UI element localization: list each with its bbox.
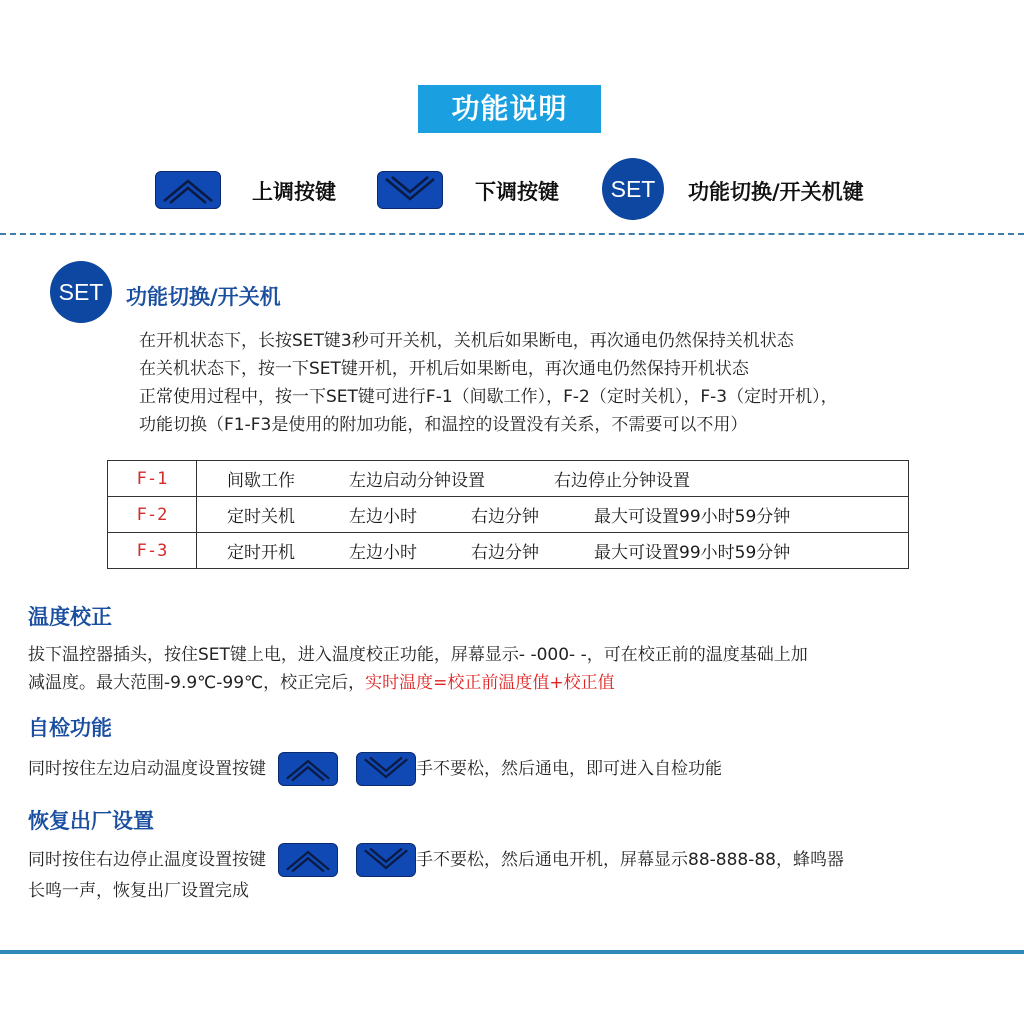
set-section-icon: SET	[50, 261, 112, 323]
function-code: F-2	[108, 497, 197, 533]
factory-reset-text-after: 手不要松，然后通电开机，屏幕显示88-888-88，蜂鸣器	[416, 850, 844, 870]
function-table	[107, 460, 909, 569]
down-key-label: 下调按键	[475, 180, 559, 204]
set-section-body	[139, 327, 838, 439]
factory-reset-title: 恢复出厂设置	[28, 809, 154, 833]
table-row	[108, 497, 909, 533]
function-desc	[197, 497, 909, 533]
down-key-icon	[377, 171, 443, 209]
cell: 左边启动分钟设置	[349, 471, 485, 491]
set-key-icon: SET	[602, 158, 664, 220]
function-code: F-1	[108, 461, 197, 497]
cell: 右边分钟	[471, 507, 539, 527]
cell: 右边停止分钟设置	[554, 471, 690, 491]
function-desc	[197, 461, 909, 497]
table-row	[108, 533, 909, 569]
set-line-1: 在开机状态下，长按SET键3秒可开关机，关机后如果断电，再次通电仍然保持关机状态	[139, 331, 794, 351]
factory-reset-text-before: 同时按住右边停止温度设置按键	[28, 850, 266, 870]
up-key-icon	[278, 752, 338, 786]
calibration-line-2-text: 减温度。最大范围-9.9℃-99℃，校正完后，	[28, 673, 366, 693]
self-test-body	[28, 752, 722, 786]
set-key-label: 功能切换/开关机键	[688, 180, 864, 204]
dashed-divider	[0, 233, 1024, 235]
cell: 定时关机	[227, 507, 295, 527]
down-key-icon	[356, 752, 416, 786]
factory-reset-line-1	[28, 843, 844, 877]
cell: 左边小时	[349, 543, 417, 563]
calibration-body	[28, 641, 808, 697]
calibration-formula: 实时温度=校正前温度值+校正值	[365, 673, 615, 693]
down-key-icon	[356, 843, 416, 877]
cell: 最大可设置99小时59分钟	[594, 507, 791, 527]
self-test-text-after: 手不要松，然后通电，即可进入自检功能	[416, 759, 722, 779]
calibration-line-2	[28, 669, 808, 697]
up-key-icon	[278, 843, 338, 877]
bottom-divider	[0, 950, 1024, 954]
up-key-label: 上调按键	[252, 180, 336, 204]
self-test-title: 自检功能	[28, 716, 112, 740]
set-section-title: 功能切换/开关机	[126, 285, 281, 309]
set-line-4: 功能切换（F1-F3是使用的附加功能，和温控的设置没有关系，不需要可以不用）	[139, 415, 748, 435]
cell: 左边小时	[349, 507, 417, 527]
calibration-line-1: 拔下温控器插头，按住SET键上电，进入温度校正功能，屏幕显示- -000- -，可在校正前的温度基础上加	[28, 645, 808, 665]
up-key-icon	[155, 171, 221, 209]
factory-reset-body	[28, 843, 844, 905]
function-code: F-3	[108, 533, 197, 569]
set-line-2: 在关机状态下，按一下SET键开机，开机后如果断电，再次通电仍然保持开机状态	[139, 359, 749, 379]
table-row	[108, 461, 909, 497]
cell: 定时开机	[227, 543, 295, 563]
cell: 间歇工作	[227, 471, 295, 491]
self-test-text-before: 同时按住左边启动温度设置按键	[28, 759, 266, 779]
cell: 右边分钟	[471, 543, 539, 563]
set-line-3: 正常使用过程中，按一下SET键可进行F-1（间歇工作），F-2（定时关机），F-3（定时开机），	[139, 387, 838, 407]
cell: 最大可设置99小时59分钟	[594, 543, 791, 563]
function-desc	[197, 533, 909, 569]
page-title: 功能说明	[418, 85, 601, 133]
factory-reset-line-2: 长鸣一声，恢复出厂设置完成	[28, 881, 249, 901]
calibration-title: 温度校正	[28, 605, 112, 629]
